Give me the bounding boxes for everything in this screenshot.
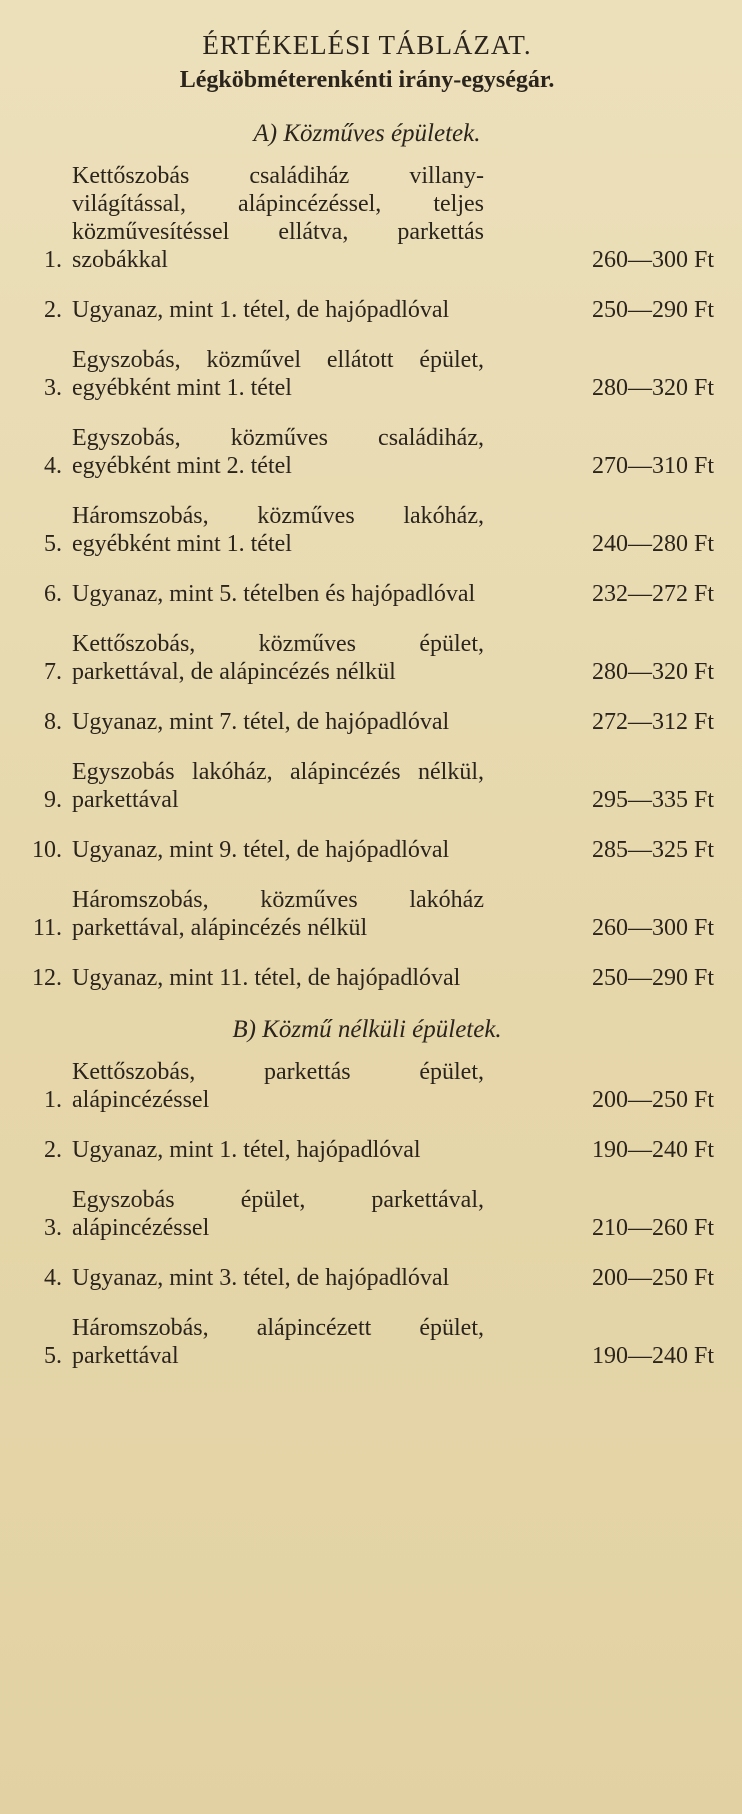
- item-number: 5.: [44, 531, 62, 557]
- list-item: [20, 836, 714, 864]
- list-item: [20, 502, 714, 558]
- list-item: [20, 296, 714, 324]
- item-description: Ugyanaz, mint 11. tétel, de hajópadlóval: [72, 965, 461, 991]
- item-price: 250—290 Ft: [591, 965, 714, 991]
- item-price: 260—300 Ft: [591, 247, 714, 273]
- item-description: Háromszobás, közműves lakóház, egyébként mint 1. tétel: [72, 503, 484, 557]
- item-number: 1.: [44, 247, 62, 273]
- item-description: Ugyanaz, mint 9. tétel, de hajópadlóval: [72, 837, 450, 863]
- list-item: [20, 886, 714, 942]
- item-number: 4.: [44, 1265, 62, 1291]
- item-price: 280—320 Ft: [591, 375, 714, 401]
- item-price: 190—240 Ft: [591, 1343, 714, 1369]
- item-description: Egyszobás épület, parkettával, alápincézéssel: [72, 1187, 484, 1241]
- item-price: 295—335 Ft: [591, 787, 714, 813]
- list-item: [20, 758, 714, 814]
- item-number: 4.: [44, 453, 62, 479]
- section-b: [20, 1016, 714, 1370]
- list-item: [20, 708, 714, 736]
- list-item: [20, 964, 714, 992]
- item-price: 270—310 Ft: [591, 453, 714, 479]
- section-a: [20, 120, 714, 992]
- item-number: 7.: [44, 659, 62, 685]
- item-description: Ugyanaz, mint 1. tétel, de hajópadlóval: [72, 297, 450, 323]
- item-price: 250—290 Ft: [591, 297, 714, 323]
- list-item: [20, 424, 714, 480]
- item-number: 11.: [32, 915, 62, 941]
- item-description: Háromszobás, közműves lakóház parkettával, alápincézés nélkül: [72, 887, 484, 941]
- item-number: 6.: [44, 581, 62, 607]
- item-number: 3.: [44, 1215, 62, 1241]
- list-item: [20, 1136, 714, 1164]
- section-b-heading: B) Közmű nélküli épületek.: [232, 1016, 502, 1043]
- list-item: [20, 1058, 714, 1114]
- page-subtitle: Légköbméterenkénti irány-egységár.: [179, 67, 555, 93]
- list-item: [20, 1186, 714, 1242]
- item-price: 240—280 Ft: [591, 531, 714, 557]
- list-item: [20, 630, 714, 686]
- page-title: ÉRTÉKELÉSI TÁBLÁZAT.: [202, 30, 532, 60]
- item-description: Ugyanaz, mint 7. tétel, de hajópadlóval: [72, 709, 450, 735]
- item-description: Egyszobás lakóház, alápincézés nélkül, parkettával: [72, 759, 484, 813]
- section-a-heading: A) Közműves épületek.: [253, 120, 481, 147]
- item-price: 232—272 Ft: [591, 581, 714, 607]
- section-a-list: [20, 162, 714, 992]
- section-b-list: [20, 1058, 714, 1370]
- item-number: 2.: [44, 1137, 62, 1163]
- item-description: Kettőszobás, közműves épület, parkettával, de alápincézés nélkül: [72, 631, 484, 685]
- item-description: Háromszobás, alápincézett épület, parkettával: [72, 1315, 484, 1369]
- item-description: Egyszobás, közművel ellátott épület, egyébként mint 1. tétel: [72, 347, 484, 401]
- item-price: 190—240 Ft: [591, 1137, 714, 1163]
- list-item: [20, 346, 714, 402]
- item-price: 200—250 Ft: [591, 1265, 714, 1291]
- item-description: Egyszobás, közműves családiház, egyébként mint 2. tétel: [72, 425, 484, 479]
- list-item: [20, 1264, 714, 1292]
- item-description: Ugyanaz, mint 3. tétel, de hajópadlóval: [72, 1265, 450, 1291]
- list-item: [20, 162, 714, 274]
- list-item: [20, 580, 714, 608]
- item-price: 210—260 Ft: [591, 1215, 714, 1241]
- item-price: 272—312 Ft: [591, 709, 714, 735]
- item-price: 285—325 Ft: [591, 837, 714, 863]
- item-description: Ugyanaz, mint 5. tételben és hajópadlóval: [72, 581, 476, 607]
- item-description: Kettőszobás családiház villany-világítással, alápincézéssel, teljes közművesítéssel ellátva, parkettás szobákkal: [72, 163, 484, 273]
- item-number: 9.: [44, 787, 62, 813]
- item-number: 10.: [32, 837, 62, 863]
- item-description: Kettőszobás, parkettás épület, alápincézéssel: [72, 1059, 484, 1113]
- item-number: 2.: [44, 297, 62, 323]
- item-number: 8.: [44, 709, 62, 735]
- item-number: 1.: [44, 1087, 62, 1113]
- item-number: 12.: [32, 965, 62, 991]
- item-price: 260—300 Ft: [591, 915, 714, 941]
- item-price: 200—250 Ft: [591, 1087, 714, 1113]
- item-price: 280—320 Ft: [591, 659, 714, 685]
- item-description: Ugyanaz, mint 1. tétel, hajópadlóval: [72, 1137, 421, 1163]
- item-number: 5.: [44, 1343, 62, 1369]
- item-number: 3.: [44, 375, 62, 401]
- list-item: [20, 1314, 714, 1370]
